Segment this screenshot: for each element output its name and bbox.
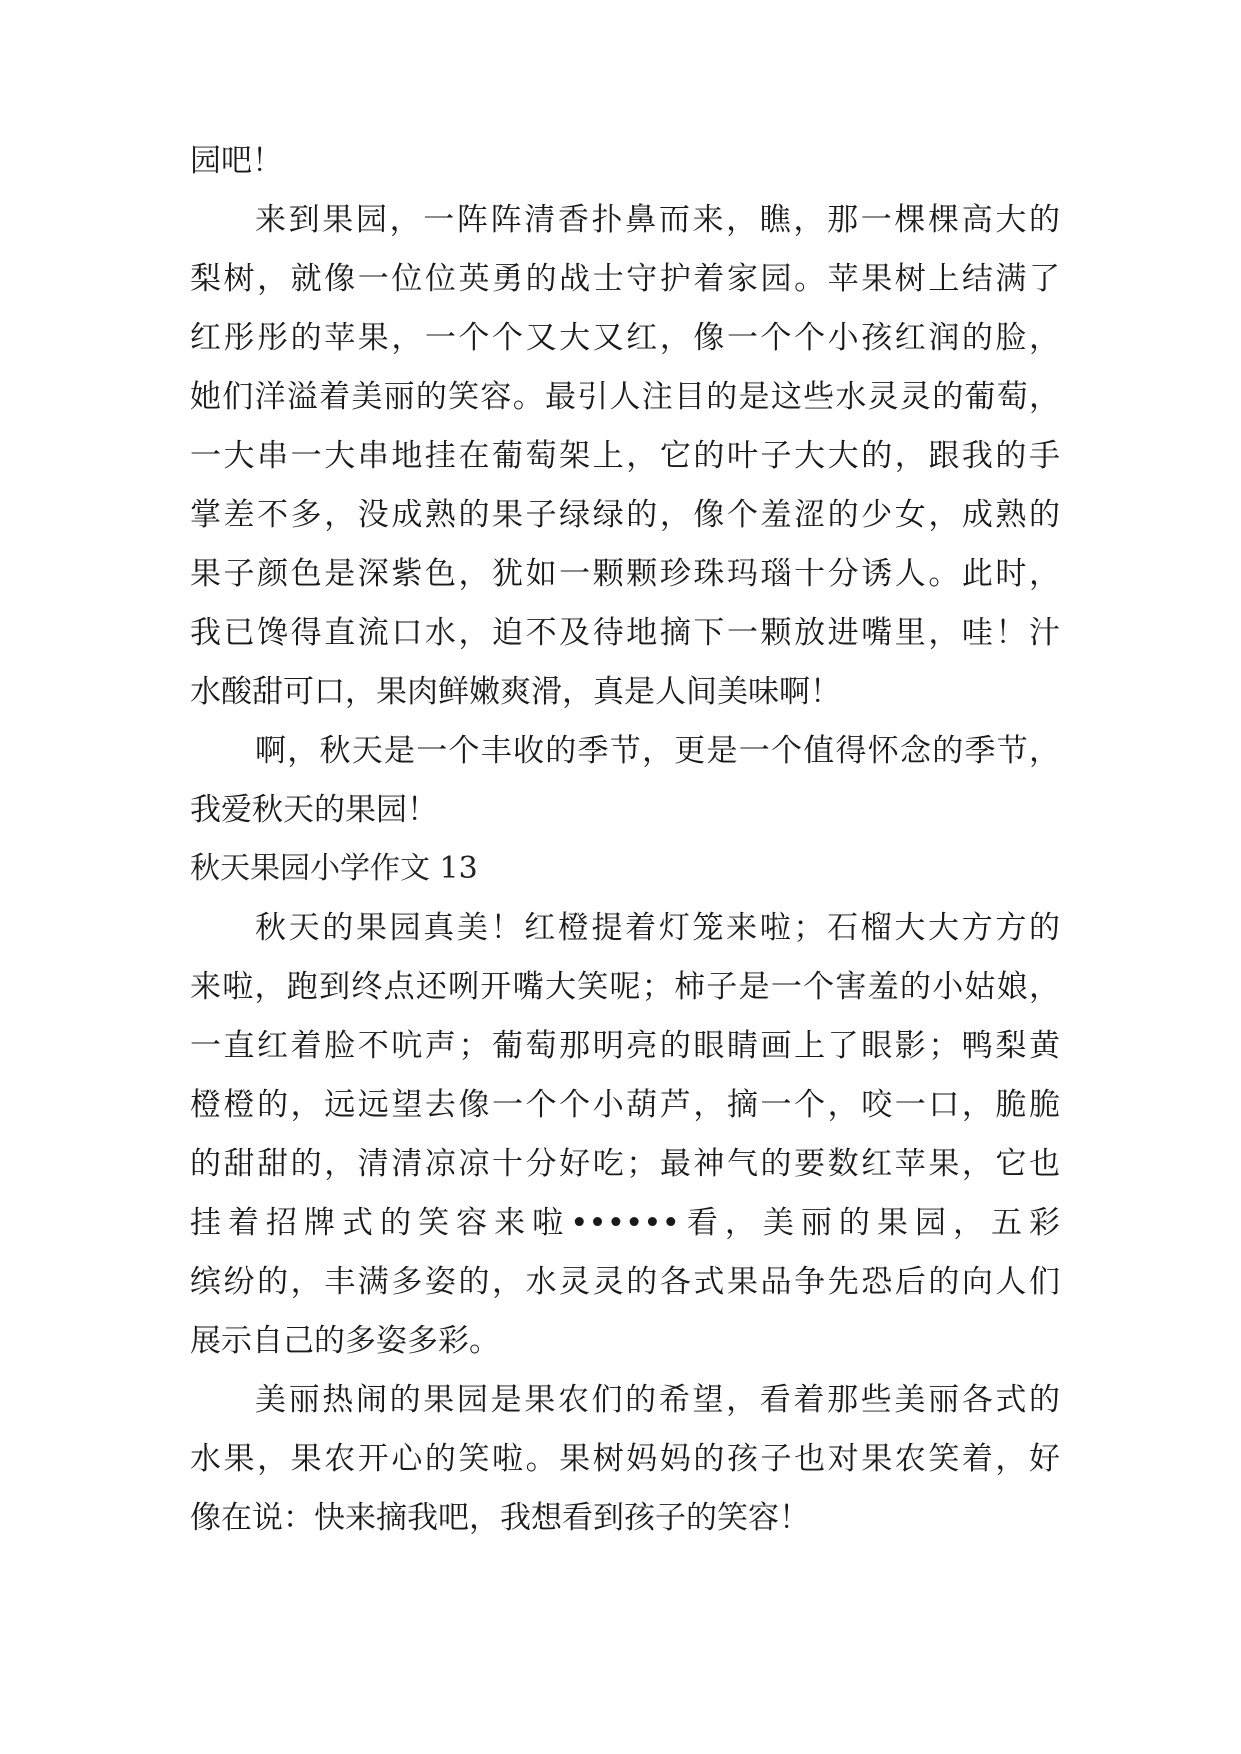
paragraph-line: 她们洋溢着美丽的笑容。最引人注目的是这些水灵灵的葡萄， — [190, 379, 1060, 415]
section-heading: 秋天果园小学作文 13 — [190, 851, 478, 886]
paragraph-line: 我已馋得直流口水，迫不及待地摘下一颗放进嘴里，哇！汁 — [190, 615, 1060, 651]
paragraph-line: 挂着招牌式的笑容来啦••••••看，美丽的果园，五彩 — [190, 1205, 1060, 1241]
paragraph-line: 掌差不多，没成熟的果子绿绿的，像个羞涩的少女，成熟的 — [190, 497, 1060, 533]
paragraph-line: 缤纷的，丰满多姿的，水灵灵的各式果品争先恐后的向人们 — [190, 1264, 1060, 1300]
paragraph-line: 果子颜色是深紫色，犹如一颗颗珍珠玛瑙十分诱人。此时， — [190, 556, 1060, 592]
paragraph-line: 梨树，就像一位位英勇的战士守护着家园。苹果树上结满了 — [190, 261, 1060, 297]
paragraph-line: 橙橙的，远远望去像一个个小葫芦，摘一个，咬一口，脆脆 — [190, 1087, 1060, 1123]
paragraph-line: 啊，秋天是一个丰收的季节，更是一个值得怀念的季节， — [255, 733, 1060, 769]
paragraph-line: 来到果园，一阵阵清香扑鼻而来，瞧，那一棵棵高大的 — [255, 202, 1060, 238]
paragraph-line: 水酸甜可口，果肉鲜嫩爽滑，真是人间美味啊！ — [190, 674, 841, 710]
paragraph-line: 我爱秋天的果园！ — [190, 792, 438, 828]
paragraph-line: 园吧！ — [190, 143, 283, 179]
paragraph-line: 像在说：快来摘我吧，我想看到孩子的笑容！ — [190, 1500, 810, 1536]
paragraph-line: 展示自己的多姿多彩。 — [190, 1323, 500, 1359]
paragraph-line: 的甜甜的，清清凉凉十分好吃；最神气的要数红苹果，它也 — [190, 1146, 1060, 1182]
paragraph-line: 红彤彤的苹果，一个个又大又红，像一个个小孩红润的脸， — [190, 320, 1060, 356]
paragraph-line: 一直红着脸不吭声；葡萄那明亮的眼睛画上了眼影；鸭梨黄 — [190, 1028, 1060, 1064]
paragraph-line: 水果，果农开心的笑啦。果树妈妈的孩子也对果农笑着，好 — [190, 1441, 1060, 1477]
paragraph-line: 美丽热闹的果园是果农们的希望，看着那些美丽各式的 — [255, 1382, 1060, 1418]
paragraph-line: 一大串一大串地挂在葡萄架上，它的叶子大大的，跟我的手 — [190, 438, 1060, 474]
paragraph-line: 来啦，跑到终点还咧开嘴大笑呢；柿子是一个害羞的小姑娘， — [190, 969, 1060, 1005]
paragraph-line: 秋天的果园真美！红橙提着灯笼来啦；石榴大大方方的 — [255, 910, 1060, 946]
